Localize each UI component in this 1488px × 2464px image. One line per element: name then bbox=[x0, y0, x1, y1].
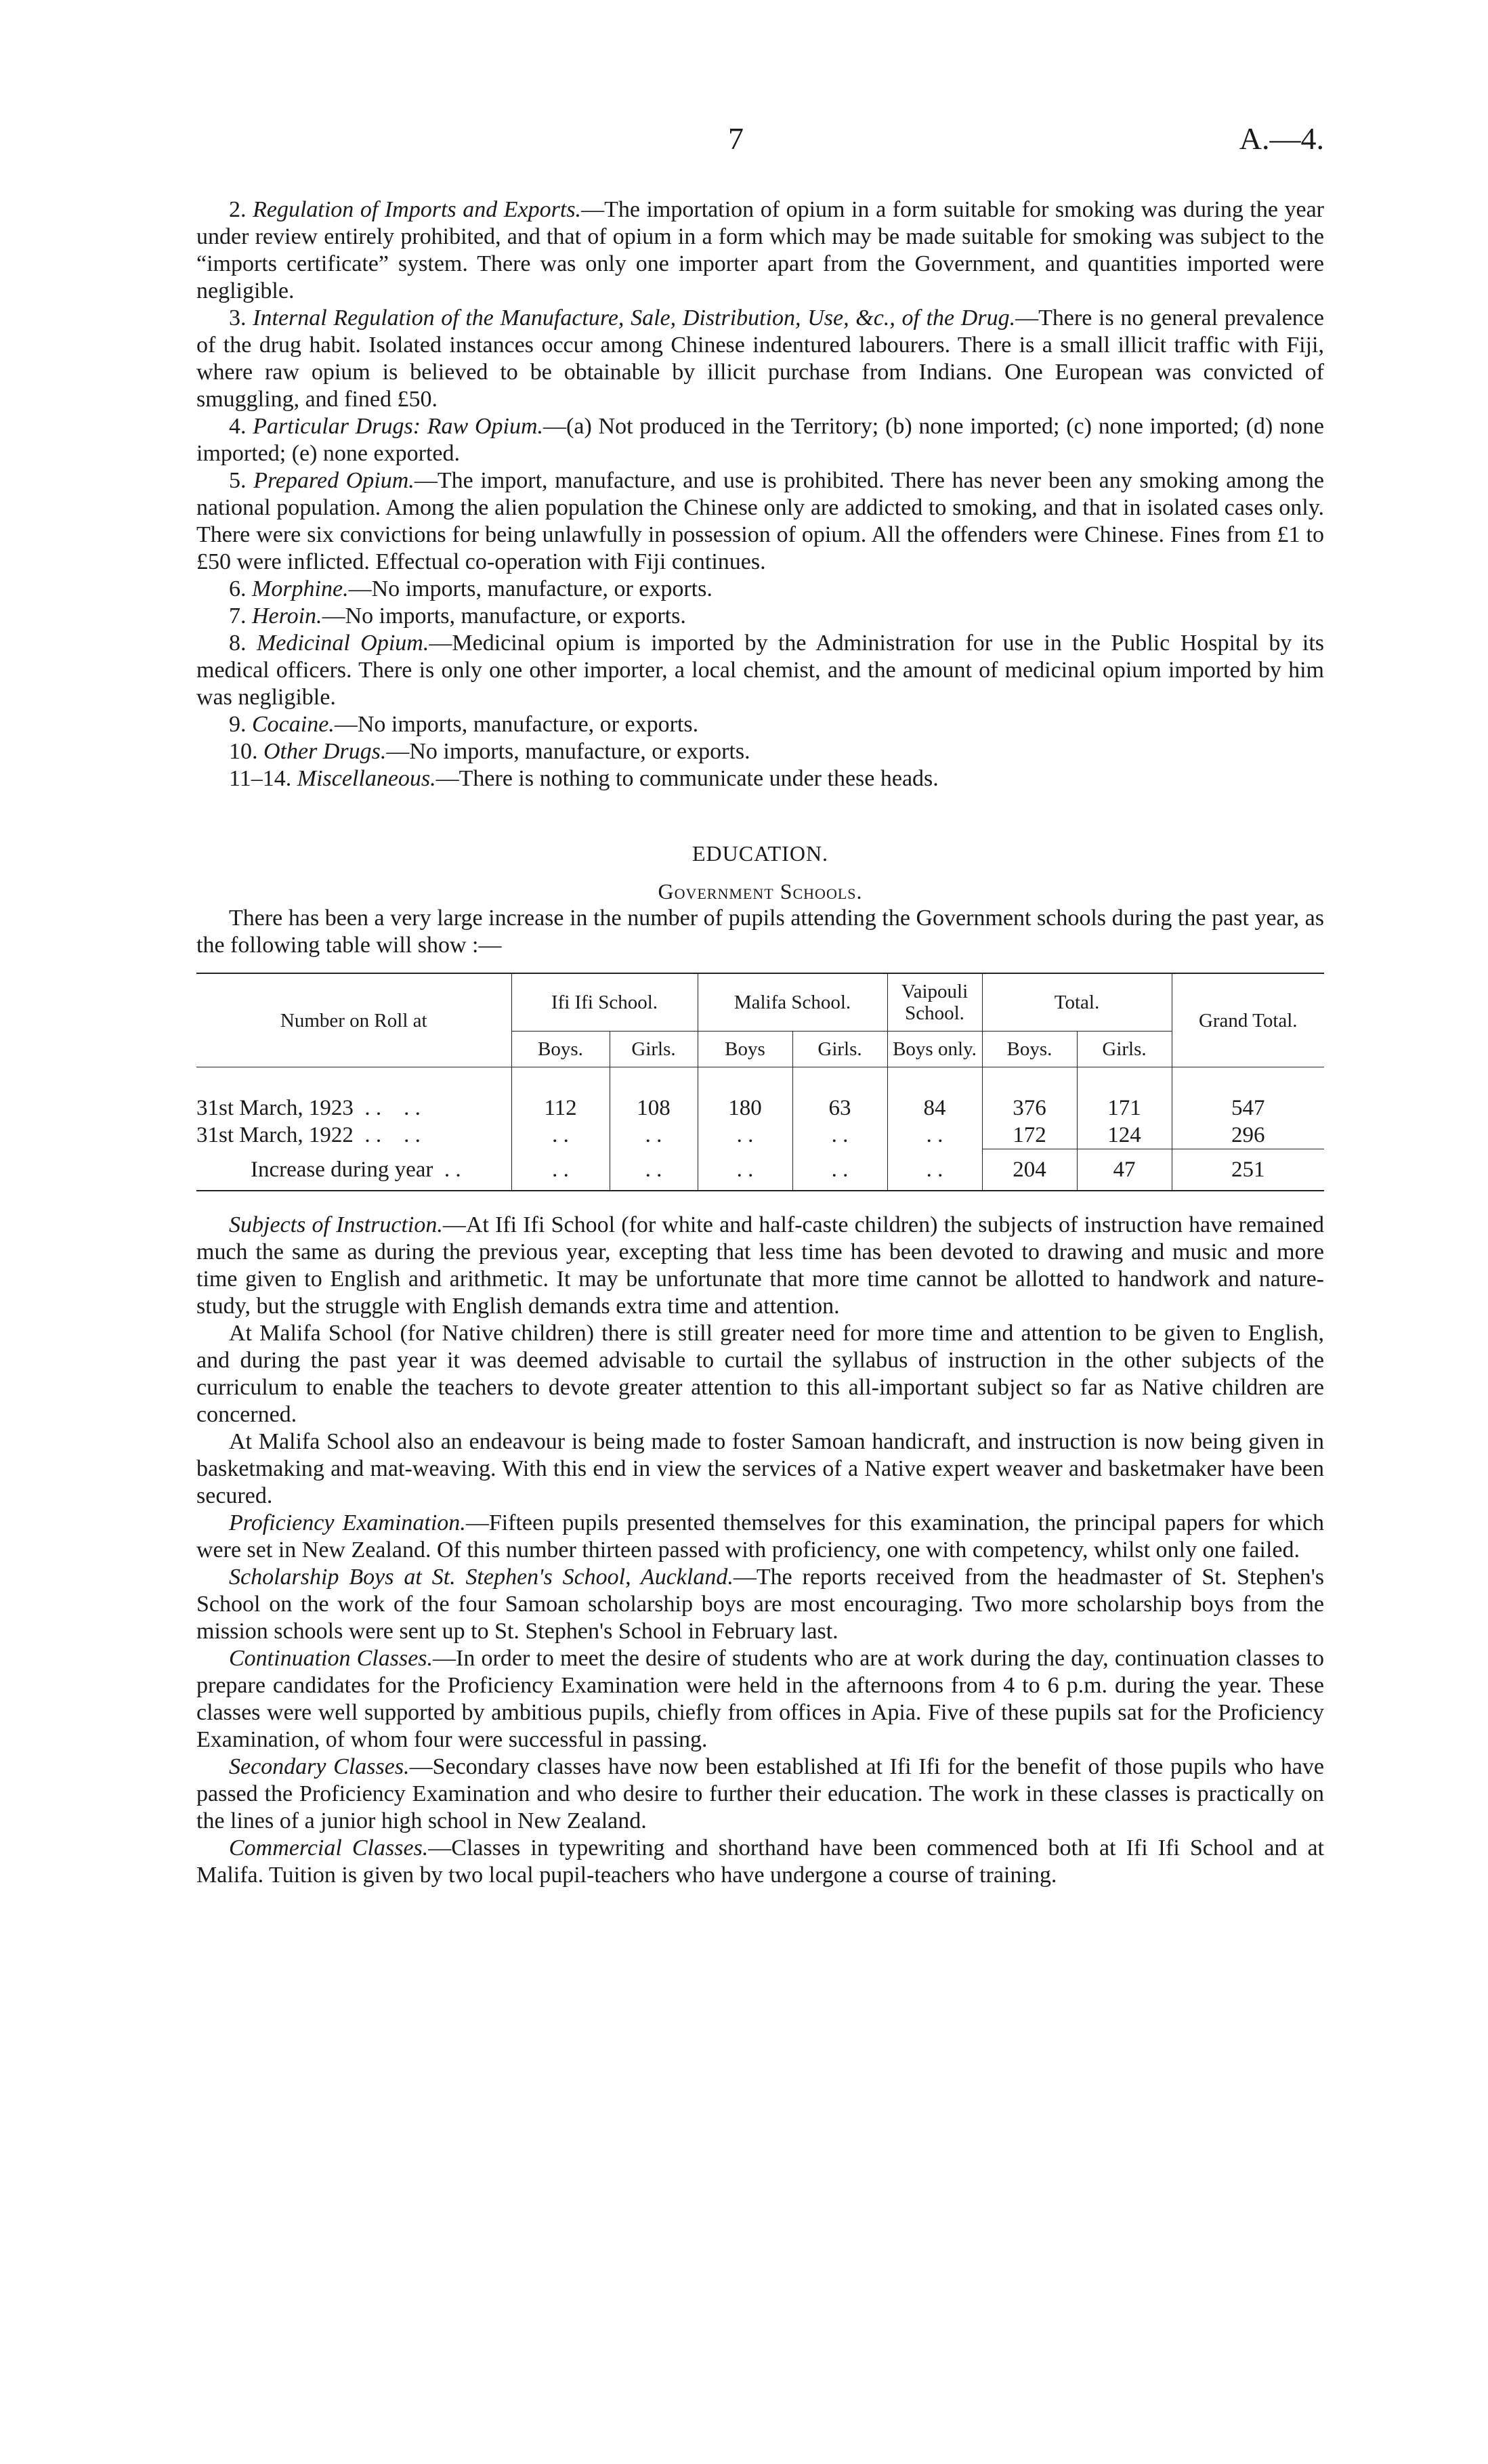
narcotics-paragraph: 2. Regulation of Imports and Exports.—The importation of opium in a form suitable for smoking was during the year under review entirely prohibited, and that of opium in a form which may be made suitable for smoking was subject to the “imports certificate” system. There was only one importer apart from the Government, and quantities imported were negligible. bbox=[196, 197, 1325, 303]
paragraph-heading: Medicinal Opium. bbox=[256, 631, 429, 656]
column-header: Girls. bbox=[610, 1032, 698, 1067]
column-header: Boys bbox=[698, 1032, 792, 1067]
education-paragraph: Subjects of Instruction.—At Ifi Ifi School (for white and half-caste children) the subjects of instruction have remained much the same as during the previous year, excepting that less time has been devoted to drawing and music and more time given to English and arithmetic. It may be unfortunate that more time cannot be allotted to handwork and nature-study, but the struggle with English demands extra time and attention. bbox=[196, 1212, 1324, 1319]
column-group-header: Ifi Ifi School. bbox=[511, 973, 698, 1032]
column-header: Boys only. bbox=[887, 1032, 982, 1067]
education-paragraphs bbox=[196, 1212, 1324, 1889]
paragraph-heading: Commercial Classes. bbox=[229, 1835, 429, 1861]
table-cell: . . bbox=[792, 1149, 887, 1191]
column-group-header: Vaipouli School. bbox=[887, 973, 982, 1032]
row-label: Increase during year . . bbox=[196, 1149, 511, 1191]
education-paragraph: Commercial Classes.—Classes in typewriting and shorthand have been commenced both at Ifi Ifi School and at Malifa. Tuition is given by two local pupil-teachers who have undergone a course of training. bbox=[196, 1835, 1324, 1888]
table-cell: . . bbox=[610, 1122, 698, 1149]
table-cell: 204 bbox=[982, 1149, 1077, 1191]
table-cell: . . bbox=[792, 1122, 887, 1149]
table-cell: 112 bbox=[511, 1095, 610, 1122]
section-title: EDUCATION. bbox=[692, 841, 829, 866]
education-paragraph: At Malifa School (for Native children) there is still greater need for more time and attention to be given to English, and during the past year it was deemed advisable to curtail the syllabus of instruction in the other subjects of the curriculum to enable the teachers to devote greater attention to this all-important subject so far as Native children are concerned. bbox=[196, 1321, 1324, 1427]
education-paragraph: Proficiency Examination.—Fifteen pupils presented themselves for this examination, the principal papers for which were set in New Zealand. Of this number thirteen passed with proficiency, one with competency, whilst only one failed. bbox=[196, 1510, 1324, 1563]
table-header-row bbox=[196, 973, 1324, 1032]
page-number: 7 bbox=[728, 121, 744, 156]
table-cell: . . bbox=[610, 1149, 698, 1191]
education-paragraph: At Malifa School also an endeavour is being made to foster Samoan handicraft, and instruction is now being given in basketmaking and mat-weaving. With this end in view the services of a Native expert weaver and basketmaker have been secured. bbox=[196, 1429, 1324, 1508]
row-label: 31st March, 1922 . . . . bbox=[196, 1123, 421, 1148]
narcotics-paragraph: 6. Morphine.—No imports, manufacture, or exports. bbox=[229, 576, 713, 601]
row-label: 31st March, 1923 . . . . bbox=[196, 1096, 421, 1120]
education-paragraph: Scholarship Boys at St. Stephen's School, Auckland.—The reports received from the headmaster of St. Stephen's School on the work of the four Samoan scholarship boys are most encouraging. Two more scholarship boys from the mission schools were sent up to St. Stephen's School in February last. bbox=[196, 1565, 1324, 1644]
table-cell: . . bbox=[887, 1122, 982, 1149]
table-row-increase bbox=[196, 1149, 1324, 1191]
table-cell: 376 bbox=[982, 1095, 1077, 1122]
paragraph-heading: Prepared Opium. bbox=[253, 468, 414, 493]
paragraph-heading: Morphine. bbox=[252, 576, 349, 601]
table-cell: . . bbox=[698, 1122, 792, 1149]
table-row bbox=[196, 1095, 1324, 1122]
education-intro: There has been a very large increase in the number of pupils attending the Government schools during the past year, as the following table will show :— bbox=[196, 906, 1324, 958]
table-row bbox=[196, 1122, 1324, 1149]
paragraph-heading: Heroin. bbox=[252, 603, 322, 629]
column-header: Girls. bbox=[792, 1032, 887, 1067]
table-cell: . . bbox=[511, 1122, 610, 1149]
narcotics-paragraph: 5. Prepared Opium.—The import, manufacture, and use is prohibited. There has never been any smoking among the national population. Among the alien population the Chinese only are addicted to smoking, and that in isolated cases only. There were six convictions for being unlawfully in possession of opium. All the offenders were Chinese. Fines from £1 to £50 were inflicted. Effectual co-operation with Fiji continues. bbox=[196, 468, 1325, 574]
column-group-header: Malifa School. bbox=[698, 973, 887, 1032]
table-cell: 124 bbox=[1077, 1122, 1172, 1149]
table-cell: 171 bbox=[1077, 1095, 1172, 1122]
section-subtitle: Government Schools. bbox=[658, 879, 863, 904]
document-reference: A.—4. bbox=[1239, 121, 1324, 156]
table-cell: . . bbox=[887, 1149, 982, 1191]
paragraph-heading: Miscellaneous. bbox=[297, 766, 436, 791]
enrolment-table bbox=[196, 973, 1324, 1191]
table-cell: . . bbox=[511, 1149, 610, 1191]
page-body bbox=[196, 196, 1324, 1889]
row-header: Number on Roll at bbox=[196, 973, 511, 1067]
paragraph-heading: Continuation Classes. bbox=[229, 1646, 433, 1671]
paragraph-heading: Cocaine. bbox=[252, 712, 335, 737]
table-cell: 108 bbox=[610, 1095, 698, 1122]
narcotics-paragraph: 11–14. Miscellaneous.—There is nothing to communicate under these heads. bbox=[229, 766, 939, 791]
column-group-header: Total. bbox=[982, 973, 1172, 1032]
narcotics-paragraph: 7. Heroin.—No imports, manufacture, or exports. bbox=[229, 603, 686, 629]
narcotics-paragraph: 9. Cocaine.—No imports, manufacture, or exports. bbox=[229, 712, 699, 737]
table-cell: 63 bbox=[792, 1095, 887, 1122]
narcotics-paragraph: 10. Other Drugs.—No imports, manufacture, or exports. bbox=[229, 739, 750, 764]
table-cell: . . bbox=[698, 1149, 792, 1191]
table-cell: 296 bbox=[1172, 1122, 1324, 1149]
table-spacer-row bbox=[196, 1067, 1324, 1095]
narcotics-paragraph: 3. Internal Regulation of the Manufacture, Sale, Distribution, Use, &c., of the Drug.—There is no general prevalence of the drug habit. Isolated instances occur among Chinese indentured labourers. There is a small illicit traffic with Fiji, where raw opium is believed to be obtainable by illicit purchase from Indians. One European was convicted of smuggling, and fined £50. bbox=[196, 305, 1324, 412]
education-paragraph: Continuation Classes.—In order to meet the desire of students who are at work during the day, continuation classes to prepare candidates for the Proficiency Examination were held in the afternoons from 4 to 6 p.m. during the year. These classes were well supported by ambitious pupils, chiefly from offices in Apia. Five of these pupils sat for the Proficiency Examination, of whom four were successful in passing. bbox=[196, 1646, 1324, 1752]
narcotics-paragraph: 8. Medicinal Opium.—Medicinal opium is imported by the Administration for use in the Public Hospital by its medical officers. There is only one other importer, a local chemist, and the amount of medicinal opium imported by him was negligible. bbox=[196, 631, 1324, 710]
column-header: Girls. bbox=[1077, 1032, 1172, 1067]
education-paragraph: Secondary Classes.—Secondary classes have now been established at Ifi Ifi for the benefit of those pupils who have passed the Proficiency Examination and who desire to further their education. The work in these classes is practically on the lines of a junior high school in New Zealand. bbox=[196, 1754, 1324, 1833]
column-header: Boys. bbox=[982, 1032, 1077, 1067]
table-cell: 84 bbox=[887, 1095, 982, 1122]
table-cell: 47 bbox=[1077, 1149, 1172, 1191]
paragraph-heading: Internal Regulation of the Manufacture, Sale, Distribution, Use, &c., of the Drug. bbox=[253, 305, 1016, 331]
table-cell: 547 bbox=[1172, 1095, 1324, 1122]
paragraph-heading: Particular Drugs: Raw Opium. bbox=[253, 414, 544, 439]
page-header bbox=[196, 121, 1324, 168]
column-group-header: Grand Total. bbox=[1172, 973, 1324, 1067]
table-cell: 180 bbox=[698, 1095, 792, 1122]
table-cell: 251 bbox=[1172, 1149, 1324, 1191]
column-header: Boys. bbox=[511, 1032, 610, 1067]
paragraph-heading: Subjects of Instruction. bbox=[229, 1212, 443, 1237]
paragraph-heading: Other Drugs. bbox=[263, 739, 387, 764]
table-cell: 172 bbox=[982, 1122, 1077, 1149]
narcotics-section bbox=[196, 196, 1324, 792]
paragraph-heading: Secondary Classes. bbox=[229, 1754, 410, 1779]
paragraph-heading: Scholarship Boys at St. Stephen's School, Auckland. bbox=[229, 1565, 734, 1590]
paragraph-heading: Proficiency Examination. bbox=[229, 1510, 466, 1535]
paragraph-heading: Regulation of Imports and Exports. bbox=[253, 197, 582, 222]
narcotics-paragraph: 4. Particular Drugs: Raw Opium.—(a) Not produced in the Territory; (b) none imported; (c) none imported; (d) none imported; (e) none exported. bbox=[196, 414, 1325, 466]
